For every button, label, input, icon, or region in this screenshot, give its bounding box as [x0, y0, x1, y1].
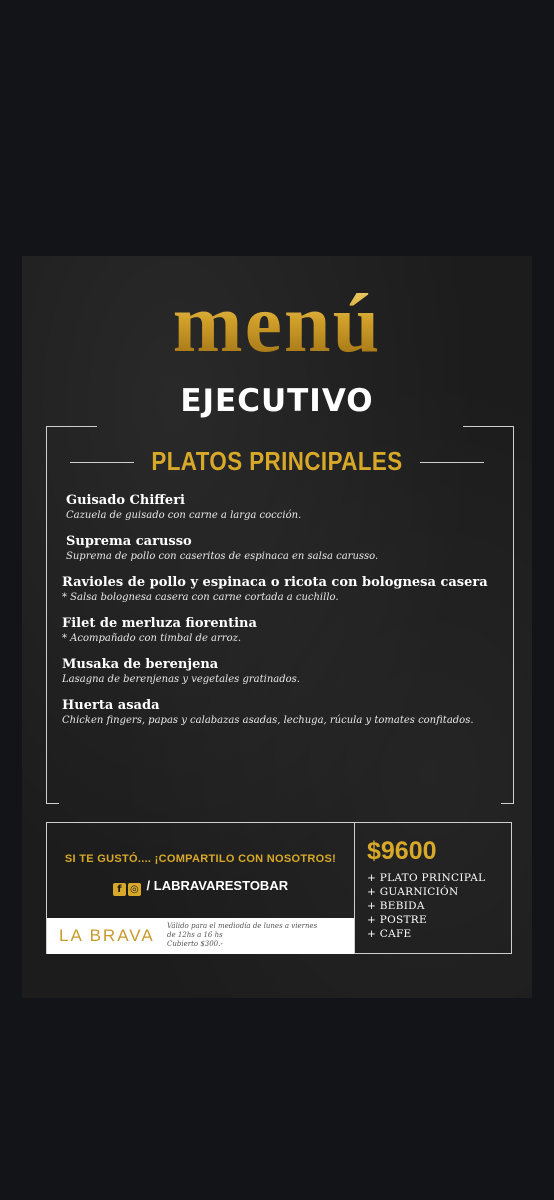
instagram-icon: ◎: [128, 883, 141, 896]
dish-description: * Acompañado con timbal de arroz.: [62, 633, 242, 644]
menu-poster: [22, 256, 532, 998]
list-item: [62, 615, 516, 646]
price: $9600: [367, 837, 437, 865]
validity-line: de 12hs a 16 hs: [167, 931, 223, 939]
brand-bar: [47, 918, 354, 954]
section-title: PLATOS PRINCIPALES: [151, 446, 403, 476]
dish-list: [62, 492, 516, 738]
frame-divider: [501, 803, 513, 804]
brand-logo: LA BRAVA: [59, 926, 155, 945]
frame-divider: [47, 803, 59, 804]
dish-name: Musaka de berenjena: [62, 657, 219, 672]
dish-name: Guisado Chifferi: [66, 493, 185, 508]
list-item: + CAFE: [367, 928, 412, 940]
list-item: + PLATO PRINCIPAL: [367, 872, 486, 884]
list-item: + POSTRE: [367, 914, 427, 926]
list-item: [66, 533, 516, 564]
menu-subtitle: EJECUTIVO: [180, 383, 374, 419]
promo-box: [46, 822, 512, 954]
dish-description: Cazuela de guisado con carne a larga cocción.: [66, 510, 302, 521]
dish-description: Chicken fingers, papas y calabazas asadas, lechuga, rúcula y tomates confitados.: [62, 715, 474, 726]
social-handle: / LABRAVARESTOBAR: [146, 878, 289, 893]
dish-name: Huerta asada: [62, 698, 160, 713]
list-item: [62, 656, 516, 687]
dish-name: Suprema carusso: [66, 534, 192, 549]
list-item: [62, 697, 516, 728]
list-item: [66, 492, 516, 523]
dish-name: Filet de merluza fiorentina: [62, 616, 257, 631]
list-item: + GUARNICIÓN: [367, 886, 459, 898]
validity-note: [167, 922, 347, 949]
validity-line: Válido para el mediodía de lunes a viernes: [167, 922, 318, 930]
includes-list: [367, 871, 485, 941]
list-item: + BEBIDA: [367, 900, 425, 912]
frame-divider: [47, 426, 97, 427]
list-item: [62, 574, 516, 605]
validity-line: Cubierto $300.-: [167, 940, 223, 948]
menu-title: menú: [22, 282, 532, 366]
dish-description: Lasagna de berenjenas y vegetales gratinados.: [62, 674, 300, 685]
dish-description: * Salsa bolognesa casera con carne cortada a cuchillo.: [62, 592, 339, 603]
dish-description: Suprema de pollo con caseritos de espinaca en salsa carusso.: [66, 551, 379, 562]
social-links: [47, 878, 354, 896]
facebook-icon: f: [113, 883, 126, 896]
dish-name: Ravioles de pollo y espinaca o ricota con bolognesa casera: [62, 575, 488, 590]
frame-divider: [463, 426, 513, 427]
share-text: SI TE GUSTÓ.... ¡COMPARTILO CON NOSOTROS!: [64, 853, 337, 865]
promo-divider: [354, 823, 355, 954]
